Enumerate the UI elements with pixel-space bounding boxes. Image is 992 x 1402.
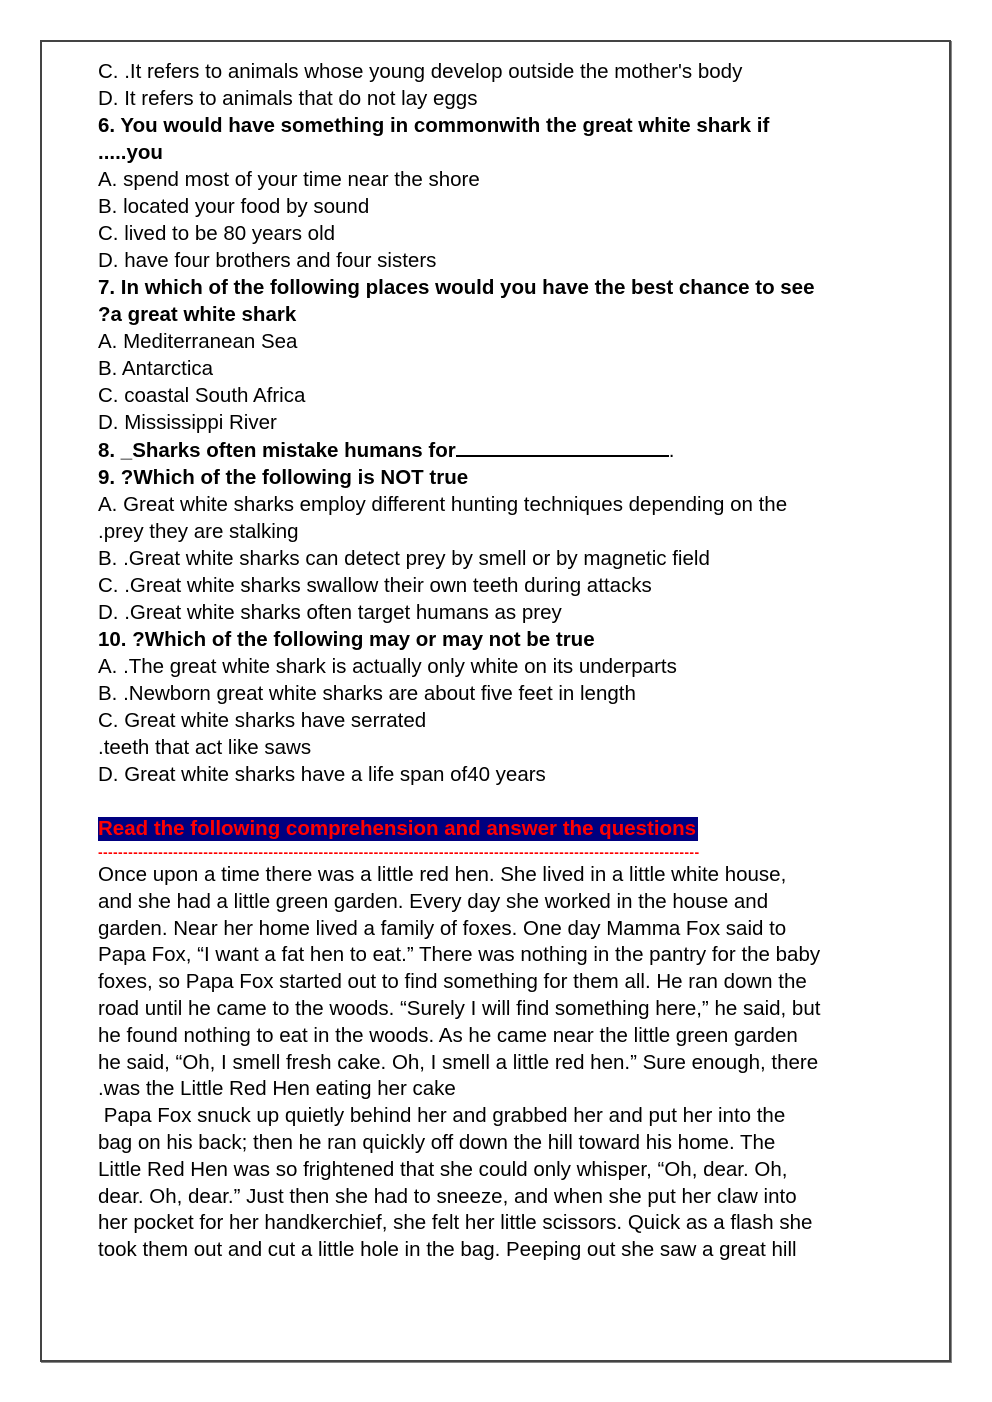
story-line: Little Red Hen was so frightened that she could only whisper, “Oh, dear. Oh, bbox=[98, 1157, 788, 1181]
story-line: dear. Oh, dear.” Just then she had to sneeze, and when she put her claw into bbox=[98, 1184, 797, 1208]
q9-option-a-cont: .prey they are stalking bbox=[98, 520, 299, 543]
q7-question-line1: 7. In which of the following places would you have the best chance to see bbox=[98, 276, 815, 299]
q9-question: 9. ?Which of the following is NOT true bbox=[98, 466, 469, 489]
section-spacer bbox=[98, 788, 924, 815]
q8-answer-blank bbox=[456, 436, 669, 457]
story-line: bag on his back; then he ran quickly off down the hill toward his home. The bbox=[98, 1130, 776, 1154]
story-line: garden. Near her home lived a family of foxes. One day Mamma Fox said to bbox=[98, 916, 787, 940]
q7-question-line2: ?a great white shark bbox=[98, 303, 297, 326]
story-line: her pocket for her handkerchief, she felt her little scissors. Quick as a flash she bbox=[98, 1211, 813, 1235]
q7-option-c: C. coastal South Africa bbox=[98, 384, 306, 407]
comprehension-heading-row bbox=[98, 815, 924, 842]
q6-option-c: C. lived to be 80 years old bbox=[98, 222, 336, 245]
q10-option-b: B. .Newborn great white sharks are about five feet in length bbox=[98, 682, 636, 705]
q8-question-end: . bbox=[668, 439, 675, 462]
story-line: took them out and cut a little hole in the bag. Peeping out she saw a great hill bbox=[98, 1238, 797, 1262]
story-line: he found nothing to eat in the woods. As he came near the little green garden bbox=[98, 1023, 798, 1047]
q10-option-d: D. Great white sharks have a life span of40 years bbox=[98, 763, 546, 786]
story-line: and she had a little green garden. Every day she worked in the house and bbox=[98, 889, 769, 913]
story-line: he said, “Oh, I smell fresh cake. Oh, I smell a little red hen.” Sure enough, there bbox=[98, 1050, 819, 1074]
story-text bbox=[98, 862, 924, 1264]
story-line: .was the Little Red Hen eating her cake bbox=[98, 1077, 456, 1101]
q7-option-d: D. Mississippi River bbox=[98, 411, 277, 434]
q6-option-d: D. have four brothers and four sisters bbox=[98, 249, 437, 272]
q10-option-a: A. .The great white shark is actually only white on its underparts bbox=[98, 655, 677, 678]
story-line: Once upon a time there was a little red hen. She lived in a little white house, bbox=[98, 863, 787, 886]
worksheet-content bbox=[98, 58, 924, 1264]
q7-option-b: B. Antarctica bbox=[98, 357, 214, 380]
comprehension-heading: Read the following comprehension and answer the questions bbox=[98, 817, 696, 840]
q8-question bbox=[98, 436, 924, 464]
q9-option-a: A. Great white sharks employ different hunting techniques depending on the bbox=[98, 493, 788, 516]
story-line: Papa Fox, “I want a fat hen to eat.” There was nothing in the pantry for the baby bbox=[98, 943, 821, 967]
q6-question-line2: .....you bbox=[98, 141, 163, 164]
q6-question-line1: 6. You would have something in commonwith the great white shark if bbox=[98, 114, 770, 137]
story-line: Papa Fox snuck up quietly behind her and grabbed her and put her into the bbox=[98, 1104, 786, 1128]
story-line: road until he came to the woods. “Surely I will find something here,” he said, but bbox=[98, 996, 821, 1020]
q6-option-a: A. spend most of your time near the shore bbox=[98, 168, 480, 191]
q9-option-c: C. .Great white sharks swallow their own teeth during attacks bbox=[98, 574, 652, 597]
q7-option-a: A. Mediterranean Sea bbox=[98, 330, 298, 353]
q10-option-c: C. Great white sharks have serrated bbox=[98, 709, 427, 732]
q9-option-d: D. .Great white sharks often target humans as prey bbox=[98, 601, 562, 624]
q10-option-c-cont: .teeth that act like saws bbox=[98, 736, 312, 759]
q9-option-b: B. .Great white sharks can detect prey by smell or by magnetic field bbox=[98, 547, 710, 570]
q10-question: 10. ?Which of the following may or may not be true bbox=[98, 628, 595, 651]
story-line: foxes, so Papa Fox started out to find something for them all. He ran down the bbox=[98, 970, 807, 994]
q6-option-b: B. located your food by sound bbox=[98, 195, 370, 218]
q5-option-d: D. It refers to animals that do not lay eggs bbox=[98, 87, 478, 110]
q5-option-c: C. .It refers to animals whose young develop outside the mother's body bbox=[98, 60, 743, 83]
comprehension-divider: ------------------------------------------------------------------------------------------------------------------------ bbox=[98, 844, 700, 860]
q8-question-text: 8. _Sharks often mistake humans for bbox=[98, 439, 456, 462]
